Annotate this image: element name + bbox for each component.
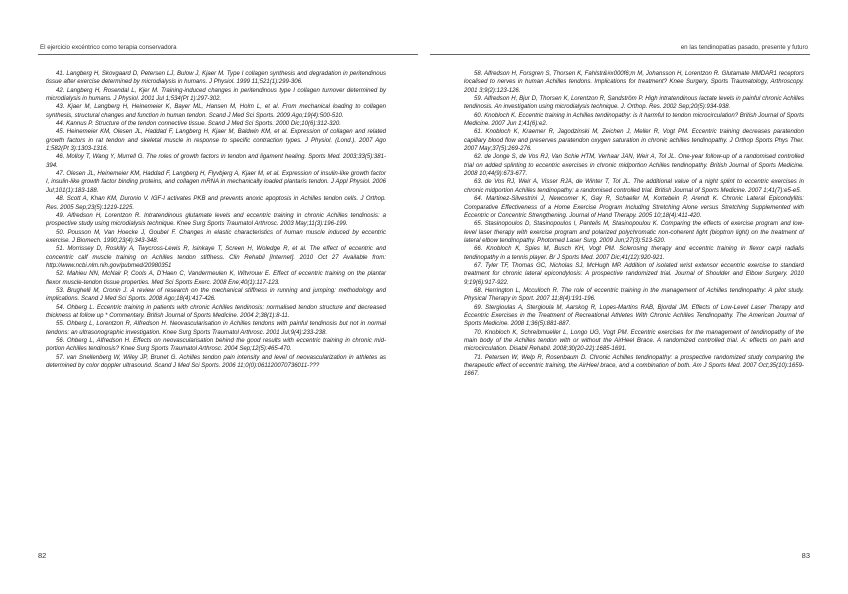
header-rule-right bbox=[430, 54, 810, 55]
page-number-right: 83 bbox=[801, 551, 810, 560]
reference-entry: 56. Ohberg L, Alfredson H. Effects on neovascularisation behind the good results with eccentric training in chronic mid-portion Achilles tendinosis? Knee Surg Sports Traumatol Arthrosc. 2004 Sep;12(5):465-470. bbox=[46, 338, 386, 353]
reference-entry: 44. Kannus P. Structure of the tendon connective tissue. Scand J Med Sci Sports. 2000 Dic;10(6):312-320. bbox=[56, 121, 341, 128]
reference-entry: 51. Morrissey D, Roskilly A, Twycross-Lewis R, Isinkaye T, Screen H, Woledge R, et al. The effect of eccentric and concentric calf muscle training on Achilles tendon stiffness. Clin Rehabil [Internet]. 2010 Oct 27 Available from: http://www.ncbi.nlm.nih.gov/pubmed/20980351 bbox=[46, 246, 386, 269]
reference-entry: 58. Alfredson H, Forsgren S, Thorsen K, Fahlstr&#x000f6;m M, Johansson H, Lorentzon R. Glutamate NMDAR1 receptors localised to nerves in human Achilles tendons. Implications for treatment? Knee Surgery, Sports Traumatology, Arthroscopy. 2001 3;9(2):123-126. bbox=[464, 71, 804, 94]
reference-entry: 53. Brughelli M, Cronin J. A review of research on the mechanical stiffness in running and jumping: methodology and implications. Scand J Med Sci Sports. 2008 Ago;18(4):417-426. bbox=[46, 287, 386, 303]
reference-entry: 50. Pousson M, Van Hoecke J, Goubel F. Changes in elastic characteristics of human muscle induced by eccentric exercise. J Biomech. 1990;23(4):343-348. bbox=[46, 229, 386, 244]
reference-entry: 60. Knobloch K. Eccentric training in Achilles tendinopathy: is it harmful to tendon microcirculation? British Journal of Sports Medicine. 2007 Jun 1;41(6):e2. bbox=[464, 112, 804, 128]
reference-entry: 64. Martinez-Silvestrini J, Newcomer K, Gay R, Schaefer M, Kortebein P, Arendt K. Chronic Lateral Epicondylitis: Comparative Effectiveness of a Home Exercise Program Including Stretching Alone versus Stretching Supplemented with Eccentric or Concentric Strengthening. Journal of Hand Therapy. 2005 10;18(4):411-420. bbox=[464, 196, 804, 219]
reference-entry: 68. Herrington L, Mcculloch R. The role of eccentric training in the management of Achilles tendinopathy: A pilot study. Physical Therapy in Sport. 2007 11;8(4):191-196. bbox=[464, 287, 804, 303]
reference-entry: 43. Kjaer M, Langberg H, Heinemeier K, Bayer ML, Hansen M, Holm L, et al. From mechanical loading to collagen synthesis, structural changes and function in human tendon. Scand J Med Sci Sports. 2009 Ago;19(4):500-510. bbox=[46, 104, 386, 119]
running-header-right: en las tendinopatías pasado, presente y futuro bbox=[680, 44, 808, 51]
header-rule-left bbox=[38, 54, 418, 55]
reference-entry: 65. Stasinopoulos D, Stasinopoulos I, Pantelis M, Stasinopoulou K. Comparing the effects of exercise program and low-level laser therapy with exercise program and polarized polychromatic non-coherent light (bioptron light) on the treatment of lateral elbow tendinopathy. Photomed Laser Surg. 2009 Jun;27(3):513-520. bbox=[464, 221, 804, 244]
right-page bbox=[424, 0, 848, 594]
reference-list-right bbox=[464, 70, 804, 379]
reference-entry: 46. Molloy T, Wang Y, Murrell G. The roles of growth factors in tendon and ligament healing. Sports Med. 2003;33(5):381-394. bbox=[46, 154, 386, 169]
reference-entry: 52. Mahieu NN, McNair P, Cools A, D'Haen C, Vandermeulen K, Witvrouw E. Effect of eccentric training on the plantar flexor muscle-tendon tissue properties. Med Sci Sports Exerc. 2008 Ene;40(1):117-123. bbox=[46, 271, 386, 286]
page-number-left: 82 bbox=[38, 551, 47, 560]
reference-entry: 41. Langberg H, Skovgaard D, Petersen LJ, Bulow J, Kjaer M. Type I collagen synthesis and degradation in peritendinous tissue after exercise determined by microdialysis in humans. J Physiol. 1999 11;521(1):299-306. bbox=[46, 71, 386, 86]
reference-entry: 54. Ohberg L. Eccentric training in patients with chronic Achilles tendinosis: normalised tendon structure and decreased thickness at follow up * Commentary. British Journal of Sports Medicine. 2004 2;38(1):8-11. bbox=[46, 304, 386, 319]
reference-entry: 49. Alfredson H, Lorentzon R. Intratendinous glutamate levels and eccentric training in chronic Achilles tendinosis: a prospective study using microdialysis technique. Knee Surg Sports Traumatol Arthrosc. 2003 May;11(3):196-199. bbox=[46, 212, 386, 228]
reference-entry: 71. Petersen W, Welp R, Rosenbaum D. Chronic Achilles tendinopathy: a prospective randomized study comparing the therapeutic effect of eccentric training, the AirHeel brace, and a combination of both. Am J Sports Med. 2007 Oct;35(10):1659-1667. bbox=[464, 354, 804, 378]
reference-entry: 47. Olesen JL, Heinemeier KM, Haddad F, Langberg H, Flyvbjerg A, Kjaer M, et al. Expression of insulin-like growth factor I, insulin-like growth factor binding proteins, and collagen mRNA in mechanically loaded plantaris tendon. J Appl Physiol. 2006 Jul;101(1):183-188. bbox=[46, 171, 386, 194]
running-header-left: El ejercicio excéntrico como terapia conservadora bbox=[40, 44, 177, 51]
reference-entry: 63. de Vos RJ, Weir A, Visser RJA, de Winter T, Tol JL. The additional value of a night splint to eccentric exercises in chronic midportion Achilles tendinopathy: a randomised controlled trial. British Journal of Sports Medicine. 2007 1;41(7):e5-e5. bbox=[464, 179, 804, 194]
reference-entry: 66. Knobloch K, Spies M, Busch KH, Vogt PM. Sclerosing therapy and eccentric training in flexor carpi radialis tendinopathy in a tennis player. Br J Sports Med. 2007 Dic;41(12):920-921. bbox=[464, 246, 804, 261]
reference-entry: 48. Scott A, Khan KM, Duronio V. IGF-I activates PKB and prevents anoxic apoptosis in Achilles tendon cells. J Orthop. Res. 2005 Sep;23(5):1219-1225. bbox=[46, 196, 386, 211]
reference-entry: 69. Stergioulas A, Stergioula M, Aarskog R, Lopes-Martins RAB, Bjordal JM. Effects of Low-Level Laser Therapy and Eccentric Exercises in the Treatment of Recreational Athletes With Chronic Achilles Tendinopathy. The American Journal of Sports Medicine. 2008 1;36(5):881-887. bbox=[464, 304, 804, 328]
reference-entry: 59. Alfredson H, Bjur D, Thorsen K, Lorentzon R, Sandström P. High intratendinous lactate levels in painful chronic Achilles tendinosis. An investigation using microdialysis technique. J. Orthop. Res. 2002 Sep;20(5):934-938. bbox=[464, 96, 804, 111]
reference-entry: 70. Knobloch K, Schreibmueller L, Longo UG, Vogt PM. Eccentric exercises for the management of tendinopathy of the main body of the Achilles tendon with or without the AirHeel Brace. A randomized controlled trial. A: effects on pain and microcirculation. Disabil Rehabil. 2008;30(20-22):1685-1691. bbox=[464, 329, 804, 353]
reference-entry: 62. de Jonge S, de Vos RJ, Van Schie HTM, Verhaar JAN, Weir A, Tol JL. One-year follow-up of a randomised controlled trial on added splinting to eccentric exercises in chronic midportion Achilles tendinopathy. British Journal of Sports Medicine. 2008 10;44(9):673-677. bbox=[464, 154, 804, 178]
reference-entry: 45. Heinemeier KM, Olesen JL, Haddad F, Langberg H, Kjaer M, Baldwin KM, et al. Expression of collagen and related growth factors in rat tendon and skeletal muscle in response to specific contraction types. J Physiol. (Lond.). 2007 Ago 1;582(Pt 3):1303-1316. bbox=[46, 129, 386, 153]
reference-entry: 67. Tyler TF, Thomas GC, Nicholas SJ, McHugh MP. Addition of isolated wrist extensor eccentric exercise to standard treatment for chronic lateral epicondylosis: A prospective randomized trial. Journal of Shoulder and Elbow Surgery. 2010 9;19(6):917-922. bbox=[464, 262, 804, 286]
reference-entry: 55. Ohberg L, Lorentzon R, Alfredson H. Neovascularisation in Achilles tendons with painful tendinosis but not in normal tendons: an ultrasonographic investigation. Knee Surg Sports Traumatol Arthrosc. 2001 Jul;9(4):233-238. bbox=[46, 321, 386, 336]
reference-entry: 57. van Snellenberg W, Wiley JP, Brunet G. Achilles tendon pain intensity and level of neovascularization in athletes as determined by color doppler ultrasound. Scand J Med Sci Sports. 2006 11;0(0):061120070736011-??? bbox=[46, 354, 386, 370]
reference-list-left bbox=[46, 70, 386, 370]
reference-entry: 61. Knobloch K, Kraemer R, Jagodzinski M, Zeichen J, Meller R, Vogt PM. Eccentric training decreases paratendon capillary blood flow and preserves paratendon oxygen saturation in chronic achilles tendinopathy. J Orthop Sports Phys Ther. 2007 May;37(5):269-276. bbox=[464, 129, 804, 153]
reference-entry: 42. Langberg H, Rosendal L, Kjer M. Training-induced changes in peritendinous type I collagen turnover determined by microdialysis in humans. J Physiol. 2001 Jul 1;534(Pt 1):297-302. bbox=[46, 87, 386, 103]
